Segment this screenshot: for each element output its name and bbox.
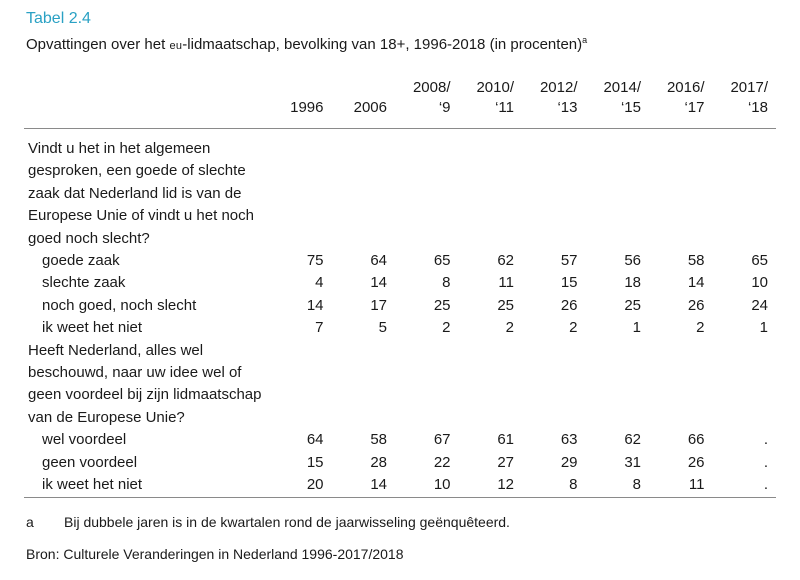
table-cell: 28 (370, 453, 387, 471)
footnote-mark: a (26, 514, 34, 530)
column-header: 2008/ ‘9 (412, 79, 451, 116)
data-table (24, 78, 776, 508)
table-row (24, 272, 776, 294)
row-label: goede zaak (42, 252, 120, 270)
title-suffix: -lidmaatschap, bevolking van 18+, 1996-2018 (in procenten) (182, 36, 583, 53)
table-cell: 26 (560, 296, 578, 314)
table-cell: 15 (560, 274, 578, 292)
table-cell: 5 (378, 319, 387, 337)
question-row (24, 340, 776, 430)
table-cell: 66 (687, 431, 705, 449)
table-cell: 14 (306, 296, 324, 314)
table-row (24, 429, 776, 451)
question-text: Vindt u het in het algemeen gesproken, een goede of slechte zaak dat Nederland lid is van de Europese Unie of vindt u het noch goed noch slecht? (28, 140, 254, 247)
column-header: 2016/ ‘17 (666, 79, 705, 116)
title-eu-abbreviation: eu (169, 40, 183, 52)
column-header: 2010/ ‘11 (476, 79, 514, 116)
column-header: 1996 (290, 99, 324, 116)
table-row (24, 250, 776, 272)
table-bottom-rule (24, 497, 776, 508)
table-cell: 11 (498, 274, 514, 292)
table-title (26, 35, 587, 53)
header-row (24, 78, 776, 129)
table-cell: 8 (569, 476, 578, 494)
table-cell: 65 (433, 252, 451, 270)
row-label: ik weet het niet (42, 476, 143, 494)
question-row (24, 129, 776, 251)
column-header: 2014/ ‘15 (603, 79, 641, 116)
table-cell: 4 (315, 274, 324, 292)
title-footnote-mark: a (582, 35, 588, 45)
table-cell: . (763, 453, 768, 471)
footnote (26, 514, 510, 530)
row-label: noch goed, noch slecht (42, 296, 197, 314)
header-blank (24, 78, 268, 129)
table-cell: 14 (370, 274, 387, 292)
footnote-text: Bij dubbele jaren is in de kwartalen rond de jaarwisseling geënquêteerd. (64, 514, 510, 530)
table-cell: 11 (688, 476, 705, 494)
table-cell: 17 (370, 296, 387, 314)
table-label: Tabel 2.4 (26, 10, 91, 27)
table-cell: 27 (497, 453, 514, 471)
table-row (24, 295, 776, 317)
table-cell: 1 (632, 319, 641, 337)
row-label: geen voordeel (42, 453, 138, 471)
source-note: Bron: Culturele Veranderingen in Nederland 1996-2017/2018 (26, 546, 404, 562)
table-cell: 10 (751, 274, 768, 292)
table-cell: 58 (370, 431, 387, 449)
table-cell: 62 (624, 431, 641, 449)
table-row (24, 317, 776, 339)
table-cell: 25 (497, 296, 514, 314)
table-cell: 58 (687, 252, 705, 270)
table-cell: 2 (442, 319, 451, 337)
table-cell: 8 (442, 274, 451, 292)
table-cell: 24 (751, 296, 768, 314)
column-header: 2017/ ‘18 (730, 79, 768, 116)
table-cell: 2 (696, 319, 705, 337)
row-label: wel voordeel (42, 431, 127, 449)
table-cell: 26 (687, 453, 705, 471)
row-label: ik weet het niet (42, 319, 143, 337)
table-cell: 62 (497, 252, 514, 270)
table-cell: 75 (306, 252, 324, 270)
table-cell: 26 (687, 296, 705, 314)
table-cell: 7 (315, 319, 324, 337)
table-cell: . (763, 476, 768, 494)
table-cell: 12 (497, 476, 514, 494)
row-label: slechte zaak (42, 274, 126, 292)
table-cell: 20 (306, 476, 324, 494)
table-cell: 2 (569, 319, 578, 337)
table-cell: 57 (560, 252, 578, 270)
title-prefix: Opvattingen over het (26, 36, 170, 53)
table-cell: 14 (370, 476, 387, 494)
table-cell: 56 (624, 252, 641, 270)
table-cell: 64 (370, 252, 387, 270)
column-header: 2006 (353, 99, 387, 116)
table-cell: 31 (624, 453, 641, 471)
table-cell: 15 (306, 453, 324, 471)
table-cell: 8 (632, 476, 641, 494)
column-header: 2012/ ‘13 (539, 79, 578, 116)
table-cell: 22 (433, 453, 451, 471)
question-text: Heeft Nederland, alles wel beschouwd, naar uw idee wel of geen voordeel bij zijn lidmaatschap van de Europese Unie? (28, 341, 262, 426)
table-cell: 61 (497, 431, 514, 449)
table-cell: 25 (624, 296, 641, 314)
table-cell: 14 (687, 274, 705, 292)
table-cell: 2 (505, 319, 514, 337)
table-cell: 1 (759, 319, 768, 337)
table-row (24, 452, 776, 474)
table-cell: 67 (433, 431, 451, 449)
table-cell: 29 (560, 453, 578, 471)
table-cell: 18 (624, 274, 641, 292)
table-cell: 65 (751, 252, 768, 270)
table-cell: 25 (433, 296, 451, 314)
table-cell: 10 (433, 476, 451, 494)
table-cell: . (763, 431, 768, 449)
table-cell: 63 (560, 431, 578, 449)
table-row (24, 474, 776, 497)
table-cell: 64 (306, 431, 324, 449)
